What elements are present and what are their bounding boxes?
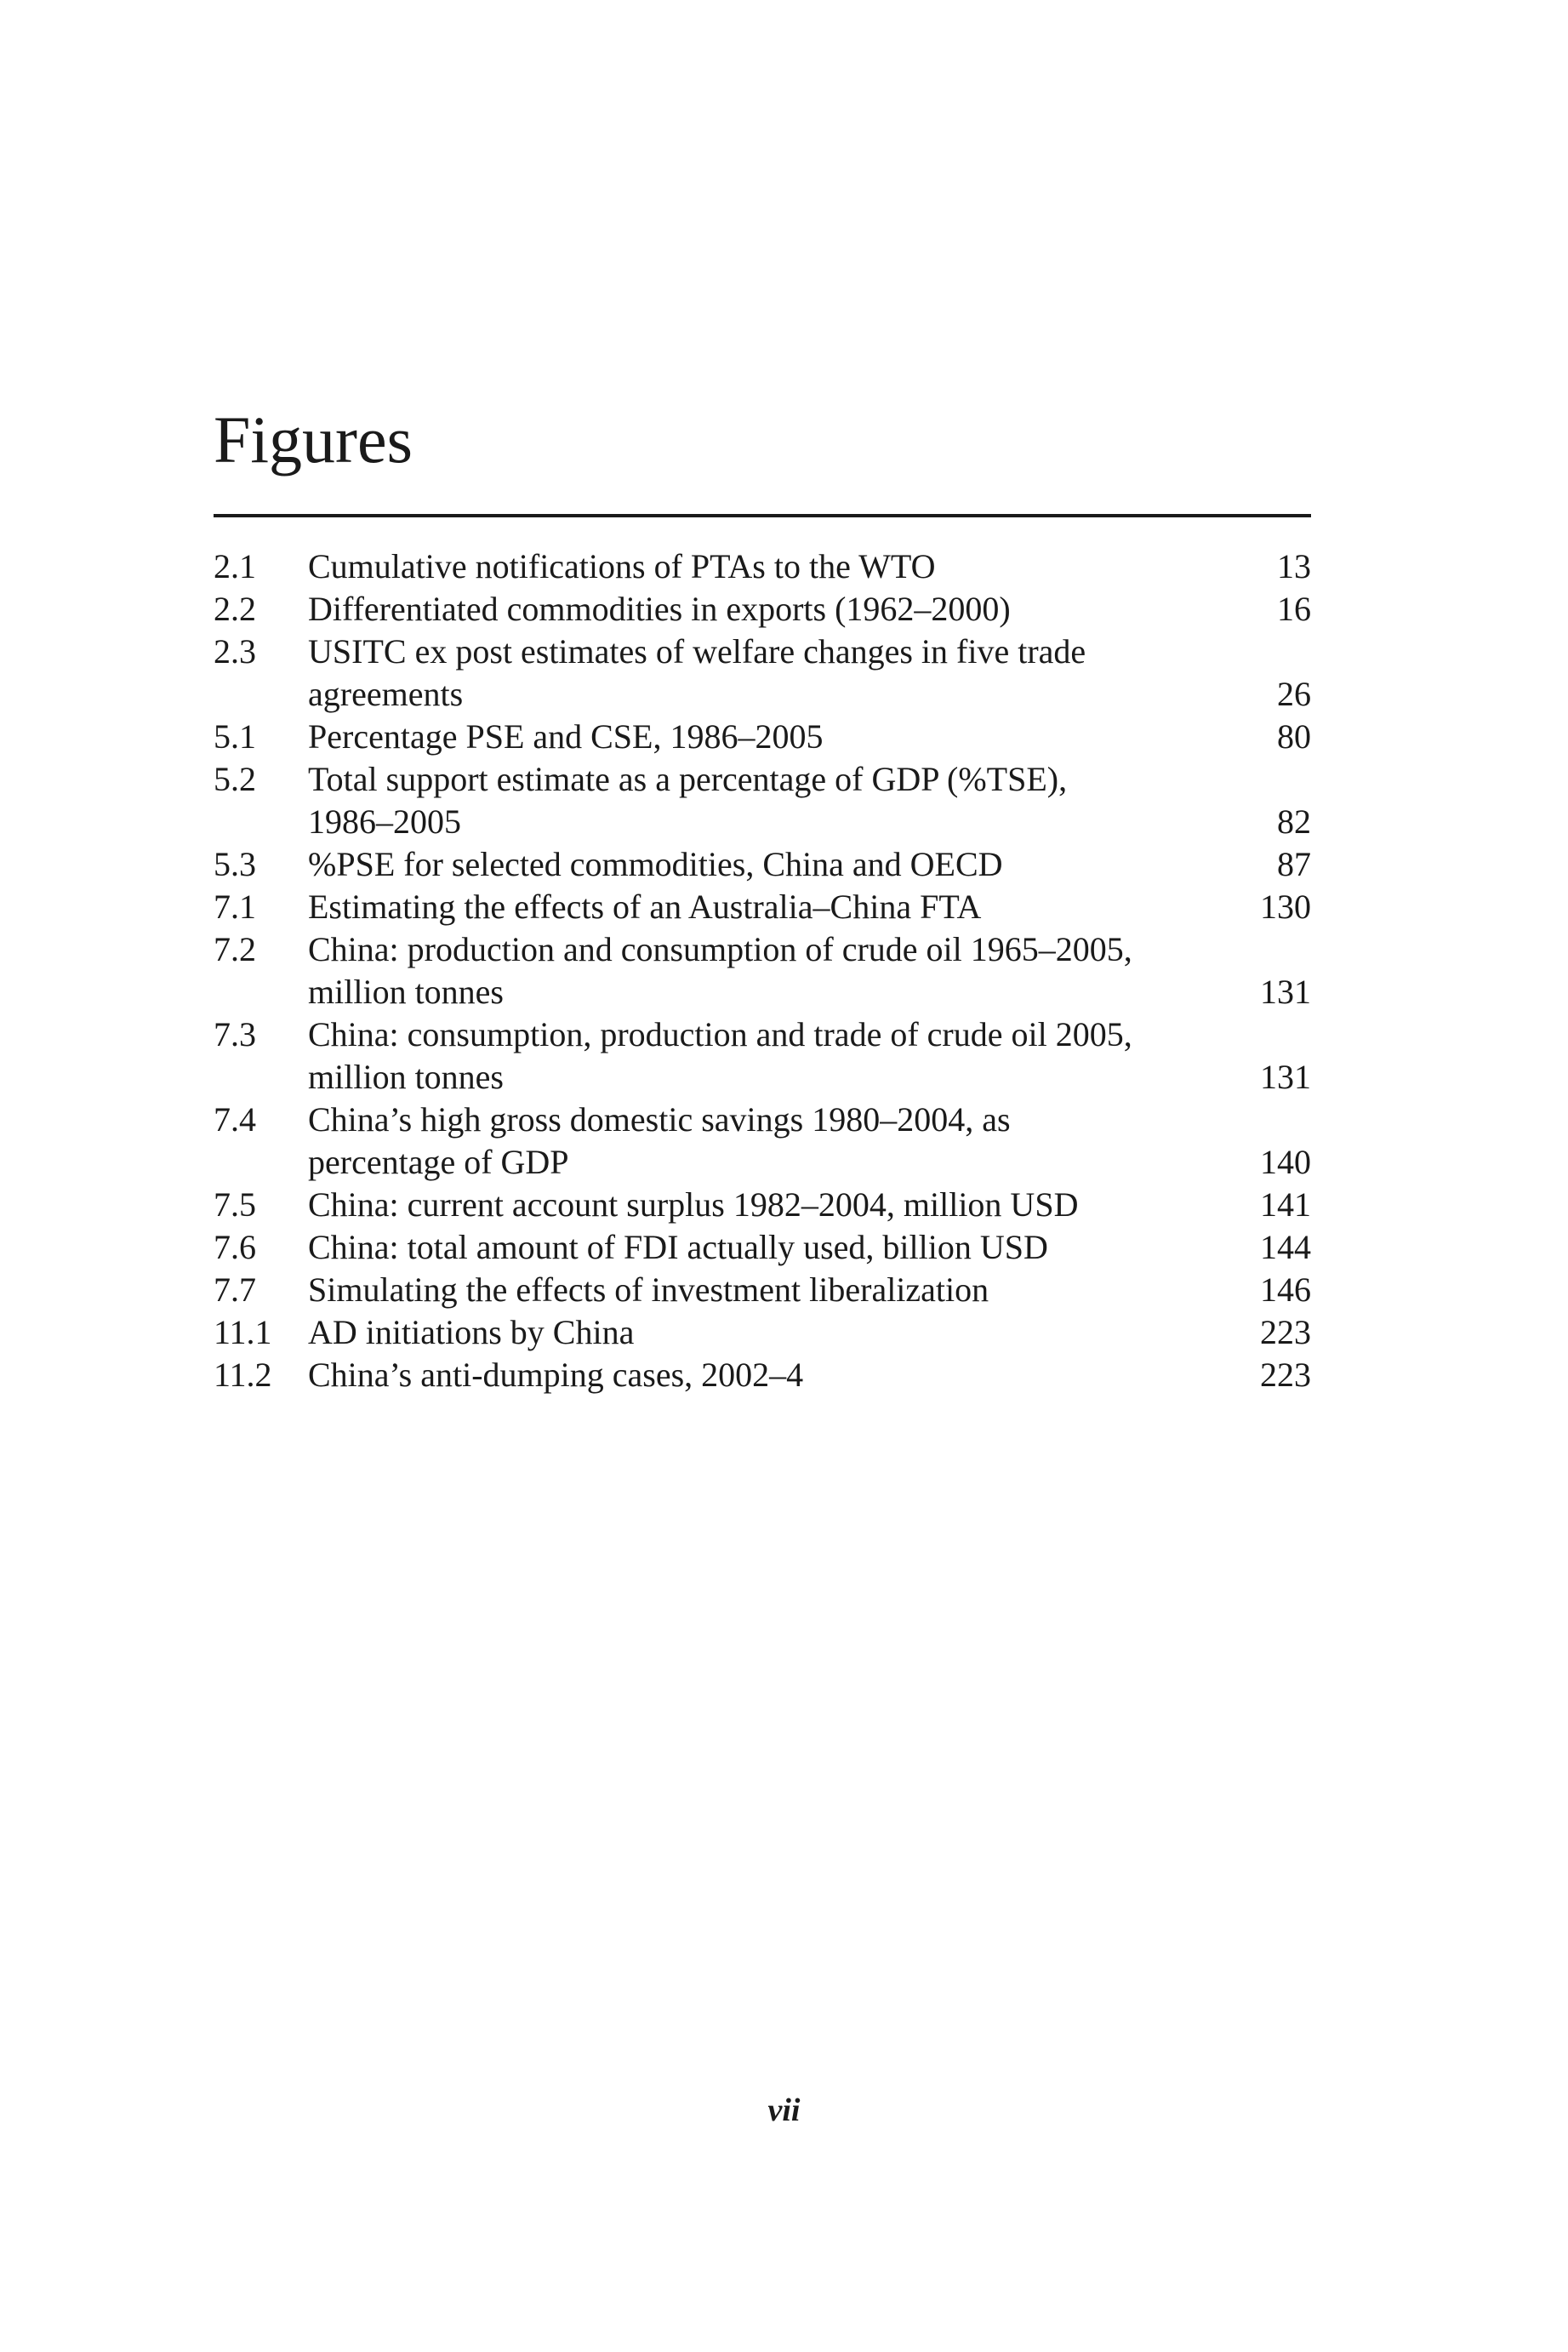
- figure-number: 5.2: [214, 760, 256, 798]
- figure-caption-line: Differentiated commodities in exports (1962–2000): [308, 590, 1011, 628]
- figure-number: 11.1: [214, 1313, 272, 1351]
- figure-caption: [308, 1226, 1243, 1269]
- figure-number: 7.1: [214, 888, 256, 926]
- figure-page-number: 131: [1260, 1058, 1311, 1096]
- figure-caption: [308, 588, 1260, 631]
- figure-page-number: 141: [1260, 1185, 1311, 1224]
- figure-page-number: 16: [1277, 590, 1311, 628]
- figure-caption-line: 1986–2005: [308, 802, 461, 841]
- figure-caption-line: China: total amount of FDI actually used, billion USD: [308, 1228, 1048, 1266]
- figure-entry[interactable]: [214, 588, 1311, 631]
- figure-caption-line: %PSE for selected commodities, China and OECD: [308, 845, 1003, 883]
- title-rule: [214, 514, 1311, 517]
- figure-page-number: 223: [1260, 1313, 1311, 1351]
- figure-caption: [308, 843, 1260, 886]
- figure-entry[interactable]: [214, 843, 1311, 886]
- figure-caption: [308, 1184, 1243, 1226]
- figure-page-number: 13: [1277, 547, 1311, 585]
- figure-page-number: 140: [1260, 1143, 1311, 1181]
- figure-entry[interactable]: [214, 545, 1311, 588]
- figure-caption-line: percentage of GDP: [308, 1143, 569, 1181]
- figure-caption-line: Total support estimate as a percentage of GDP (%TSE),: [308, 760, 1068, 798]
- figure-entry[interactable]: [214, 886, 1311, 928]
- figure-page-number: 146: [1260, 1270, 1311, 1309]
- figure-page-number: 87: [1277, 845, 1311, 883]
- page-number: vii: [767, 2092, 801, 2128]
- figure-caption-line: agreements: [308, 675, 464, 713]
- figure-caption: [308, 545, 1260, 588]
- figure-caption-line: Estimating the effects of an Australia–China FTA: [308, 888, 982, 926]
- figure-caption: [308, 886, 1243, 928]
- figure-caption: [308, 1311, 1243, 1354]
- figure-number: 11.2: [214, 1356, 272, 1394]
- figure-caption: [308, 631, 1260, 716]
- figure-caption-line: China’s high gross domestic savings 1980–2004, as: [308, 1100, 1011, 1139]
- figure-caption-line: AD initiations by China: [308, 1313, 635, 1351]
- figure-caption-line: China: current account surplus 1982–2004, million USD: [308, 1185, 1079, 1224]
- figure-number: 7.4: [214, 1100, 256, 1139]
- figure-page-number: 130: [1260, 888, 1311, 926]
- figure-caption-line: China: consumption, production and trade of crude oil 2005,: [308, 1015, 1132, 1053]
- figure-entry[interactable]: [214, 1311, 1311, 1354]
- figure-caption: [308, 758, 1260, 843]
- figure-number: 2.2: [214, 590, 256, 628]
- page-title: Figures: [214, 402, 413, 477]
- figure-entry[interactable]: [214, 716, 1311, 758]
- figure-caption-line: Cumulative notifications of PTAs to the WTO: [308, 547, 936, 585]
- figure-caption-line: million tonnes: [308, 1058, 504, 1096]
- figure-page-number: 80: [1277, 717, 1311, 756]
- figure-caption-line: China’s anti-dumping cases, 2002–4: [308, 1356, 804, 1394]
- figure-number: 7.6: [214, 1228, 256, 1266]
- figure-entry[interactable]: [214, 1184, 1311, 1226]
- figure-caption: [308, 716, 1260, 758]
- figure-entry[interactable]: [214, 631, 1311, 716]
- figure-entry[interactable]: [214, 1099, 1311, 1184]
- figure-number: 5.1: [214, 717, 256, 756]
- figure-caption: [308, 1013, 1243, 1099]
- figure-caption-line: million tonnes: [308, 973, 504, 1011]
- figure-caption: [308, 1354, 1243, 1396]
- figure-caption-line: USITC ex post estimates of welfare changes in five trade: [308, 632, 1086, 671]
- figure-number: 7.7: [214, 1270, 256, 1309]
- figure-caption-line: Percentage PSE and CSE, 1986–2005: [308, 717, 824, 756]
- figure-number: 2.3: [214, 632, 256, 671]
- figure-number: 2.1: [214, 547, 256, 585]
- figure-caption: [308, 1099, 1243, 1184]
- figure-number: 7.5: [214, 1185, 256, 1224]
- figure-number: 7.3: [214, 1015, 256, 1053]
- figure-page-number: 144: [1260, 1228, 1311, 1266]
- figure-entry[interactable]: [214, 1226, 1311, 1269]
- figure-page-number: 131: [1260, 973, 1311, 1011]
- figure-number: 7.2: [214, 930, 256, 968]
- list-of-figures: [214, 545, 1311, 1396]
- figure-entry[interactable]: [214, 928, 1311, 1013]
- figure-entry[interactable]: [214, 1269, 1311, 1311]
- figure-entry[interactable]: [214, 1013, 1311, 1099]
- figure-page-number: 82: [1277, 802, 1311, 841]
- figure-caption: [308, 928, 1243, 1013]
- figure-page-number: 223: [1260, 1356, 1311, 1394]
- figure-page-number: 26: [1277, 675, 1311, 713]
- figure-caption-line: Simulating the effects of investment liberalization: [308, 1270, 989, 1309]
- figure-entry[interactable]: [214, 1354, 1311, 1396]
- figure-caption-line: China: production and consumption of crude oil 1965–2005,: [308, 930, 1132, 968]
- figure-number: 5.3: [214, 845, 256, 883]
- figure-caption: [308, 1269, 1243, 1311]
- figure-entry[interactable]: [214, 758, 1311, 843]
